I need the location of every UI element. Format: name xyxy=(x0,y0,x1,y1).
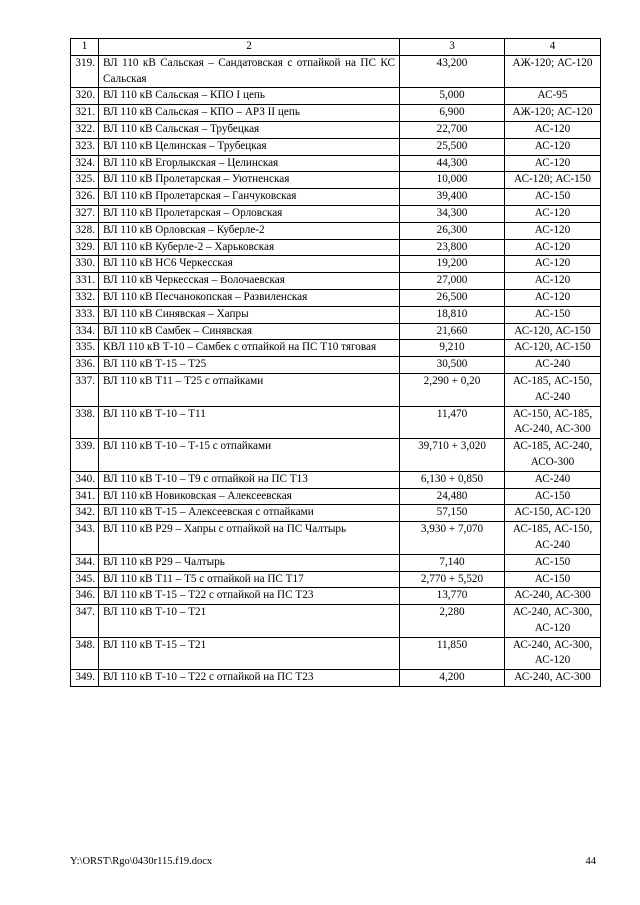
line-length: 39,400 xyxy=(400,189,505,206)
line-length: 6,130 + 0,850 xyxy=(400,471,505,488)
wire-type: АС-150 xyxy=(505,306,601,323)
line-name: ВЛ 110 кВ Т-15 – Т22 с отпайкой на ПС Т23 xyxy=(99,588,400,605)
table-row xyxy=(71,373,601,406)
lines-table xyxy=(70,38,601,687)
wire-type: АС-120 xyxy=(505,273,601,290)
line-name: ВЛ 110 кВ Т11 – Т25 с отпайками xyxy=(99,373,400,406)
footer-file-path: Y:\ORST\Rgo\0430r115.f19.docx xyxy=(70,856,213,867)
line-length: 39,710 + 3,020 xyxy=(400,439,505,472)
row-number: 319. xyxy=(71,55,99,88)
line-name: ВЛ 110 кВ Т-10 – Т22 с отпайкой на ПС Т23 xyxy=(99,670,400,687)
line-name: ВЛ 110 кВ Т-10 – Т11 xyxy=(99,406,400,439)
row-number: 345. xyxy=(71,571,99,588)
wire-type: АС-185, АС-150, АС-240 xyxy=(505,522,601,555)
row-number: 322. xyxy=(71,121,99,138)
line-name: ВЛ 110 кВ Егорлыкская – Целинская xyxy=(99,155,400,172)
row-number: 343. xyxy=(71,522,99,555)
wire-type: АС-240 xyxy=(505,471,601,488)
line-length: 6,900 xyxy=(400,105,505,122)
table-row xyxy=(71,340,601,357)
header-col-length: 3 xyxy=(400,39,505,56)
line-length: 43,200 xyxy=(400,55,505,88)
table-row xyxy=(71,239,601,256)
row-number: 348. xyxy=(71,637,99,670)
line-name: ВЛ 110 кВ Синявская – Хапры xyxy=(99,306,400,323)
line-length: 44,300 xyxy=(400,155,505,172)
line-name: ВЛ 110 кВ Т-15 – Т25 xyxy=(99,357,400,374)
row-number: 342. xyxy=(71,505,99,522)
line-name: ВЛ 110 кВ Самбек – Синявская xyxy=(99,323,400,340)
row-number: 332. xyxy=(71,289,99,306)
wire-type: АС-150 xyxy=(505,189,601,206)
row-number: 335. xyxy=(71,340,99,357)
table-row xyxy=(71,588,601,605)
wire-type: АС-150 xyxy=(505,571,601,588)
wire-type: АС-120 xyxy=(505,121,601,138)
table-row xyxy=(71,289,601,306)
wire-type: АС-185, АС-240, АСО-300 xyxy=(505,439,601,472)
wire-type: АС-185, АС-150, АС-240 xyxy=(505,373,601,406)
table-row xyxy=(71,323,601,340)
line-name: ВЛ 110 кВ Сальская – Трубецкая xyxy=(99,121,400,138)
line-length: 23,800 xyxy=(400,239,505,256)
line-length: 2,290 + 0,20 xyxy=(400,373,505,406)
line-name: ВЛ 110 кВ Куберле-2 – Харьковская xyxy=(99,239,400,256)
line-name: ВЛ 110 кВ Т-10 – Т21 xyxy=(99,605,400,638)
wire-type: АС-150 xyxy=(505,554,601,571)
wire-type: АС-240, АС-300 xyxy=(505,670,601,687)
table-row xyxy=(71,357,601,374)
table-row xyxy=(71,670,601,687)
table-row xyxy=(71,155,601,172)
line-length: 13,770 xyxy=(400,588,505,605)
line-length: 2,770 + 5,520 xyxy=(400,571,505,588)
wire-type: АС-120 xyxy=(505,222,601,239)
row-number: 333. xyxy=(71,306,99,323)
line-name: ВЛ 110 кВ Сальская – КПО I цепь xyxy=(99,88,400,105)
row-number: 326. xyxy=(71,189,99,206)
line-name: ВЛ 110 кВ Песчанокопская – Развиленская xyxy=(99,289,400,306)
line-length: 19,200 xyxy=(400,256,505,273)
wire-type: АС-240 xyxy=(505,357,601,374)
line-length: 21,660 xyxy=(400,323,505,340)
line-name: ВЛ 110 кВ Т-10 – Т9 с отпайкой на ПС Т13 xyxy=(99,471,400,488)
line-length: 34,300 xyxy=(400,205,505,222)
table-row xyxy=(71,105,601,122)
table-row xyxy=(71,605,601,638)
wire-type: АС-120 xyxy=(505,155,601,172)
row-number: 330. xyxy=(71,256,99,273)
line-name: ВЛ 110 кВ Сальская – КПО – АРЗ II цепь xyxy=(99,105,400,122)
header-col-wire: 4 xyxy=(505,39,601,56)
wire-type: АС-150, АС-185, АС-240, АС-300 xyxy=(505,406,601,439)
wire-type: АС-240, АС-300, АС-120 xyxy=(505,605,601,638)
table-row xyxy=(71,88,601,105)
line-length: 24,480 xyxy=(400,488,505,505)
line-length: 25,500 xyxy=(400,138,505,155)
header-row xyxy=(71,39,601,56)
line-length: 11,850 xyxy=(400,637,505,670)
line-name: ВЛ 110 кВ Орловская – Куберле-2 xyxy=(99,222,400,239)
row-number: 340. xyxy=(71,471,99,488)
line-length: 57,150 xyxy=(400,505,505,522)
wire-type: АС-95 xyxy=(505,88,601,105)
line-name: ВЛ 110 кВ Р29 – Чалтырь xyxy=(99,554,400,571)
line-length: 7,140 xyxy=(400,554,505,571)
line-name: ВЛ 110 кВ Черкесская – Волочаевская xyxy=(99,273,400,290)
line-length: 4,200 xyxy=(400,670,505,687)
line-length: 26,300 xyxy=(400,222,505,239)
row-number: 320. xyxy=(71,88,99,105)
row-number: 341. xyxy=(71,488,99,505)
row-number: 331. xyxy=(71,273,99,290)
row-number: 329. xyxy=(71,239,99,256)
line-length: 18,810 xyxy=(400,306,505,323)
wire-type: АС-120 xyxy=(505,256,601,273)
line-name: ВЛ 110 кВ Пролетарская – Ганчуковская xyxy=(99,189,400,206)
wire-type: АС-120 xyxy=(505,289,601,306)
line-name: ВЛ 110 кВ Т11 – Т5 с отпайкой на ПС Т17 xyxy=(99,571,400,588)
header-col-name: 2 xyxy=(99,39,400,56)
line-name: ВЛ 110 кВ НС6 Черкесская xyxy=(99,256,400,273)
line-length: 22,700 xyxy=(400,121,505,138)
line-name: ВЛ 110 кВ Сальская – Сандатовская с отпайкой на ПС КС Сальская xyxy=(99,55,400,88)
line-name: ВЛ 110 кВ Пролетарская – Орловская xyxy=(99,205,400,222)
table-row xyxy=(71,273,601,290)
row-number: 347. xyxy=(71,605,99,638)
row-number: 324. xyxy=(71,155,99,172)
table-row xyxy=(71,138,601,155)
wire-type: АС-240, АС-300, АС-120 xyxy=(505,637,601,670)
row-number: 334. xyxy=(71,323,99,340)
header-col-number: 1 xyxy=(71,39,99,56)
table-row xyxy=(71,488,601,505)
row-number: 337. xyxy=(71,373,99,406)
line-length: 9,210 xyxy=(400,340,505,357)
wire-type: АС-150 xyxy=(505,488,601,505)
line-length: 2,280 xyxy=(400,605,505,638)
row-number: 327. xyxy=(71,205,99,222)
line-length: 30,500 xyxy=(400,357,505,374)
line-name: ВЛ 110 кВ Т-10 – Т-15 с отпайками xyxy=(99,439,400,472)
table-row xyxy=(71,172,601,189)
line-name: ВЛ 110 кВ Т-15 – Т21 xyxy=(99,637,400,670)
table-row xyxy=(71,205,601,222)
table-row xyxy=(71,55,601,88)
wire-type: АС-120 xyxy=(505,138,601,155)
table-row xyxy=(71,189,601,206)
row-number: 336. xyxy=(71,357,99,374)
wire-type: АЖ-120; АС-120 xyxy=(505,55,601,88)
table-row xyxy=(71,406,601,439)
line-name: ВЛ 110 кВ Т-15 – Алексеевская с отпайками xyxy=(99,505,400,522)
line-length: 3,930 + 7,070 xyxy=(400,522,505,555)
row-number: 325. xyxy=(71,172,99,189)
row-number: 338. xyxy=(71,406,99,439)
row-number: 339. xyxy=(71,439,99,472)
row-number: 321. xyxy=(71,105,99,122)
line-length: 26,500 xyxy=(400,289,505,306)
row-number: 344. xyxy=(71,554,99,571)
row-number: 349. xyxy=(71,670,99,687)
line-name: ВЛ 110 кВ Целинская – Трубецкая xyxy=(99,138,400,155)
line-length: 10,000 xyxy=(400,172,505,189)
line-length: 11,470 xyxy=(400,406,505,439)
table-row xyxy=(71,256,601,273)
row-number: 328. xyxy=(71,222,99,239)
table-row xyxy=(71,554,601,571)
table-row xyxy=(71,505,601,522)
table-row xyxy=(71,637,601,670)
wire-type: АС-150, АС-120 xyxy=(505,505,601,522)
line-name: ВЛ 110 кВ Р29 – Хапры с отпайкой на ПС Чалтырь xyxy=(99,522,400,555)
table-row xyxy=(71,471,601,488)
row-number: 323. xyxy=(71,138,99,155)
line-length: 5,000 xyxy=(400,88,505,105)
wire-type: АС-240, АС-300 xyxy=(505,588,601,605)
table-row xyxy=(71,121,601,138)
wire-type: АЖ-120; АС-120 xyxy=(505,105,601,122)
page-number: 44 xyxy=(585,856,596,867)
table-row xyxy=(71,222,601,239)
line-name: ВЛ 110 кВ Новиковская – Алексеевская xyxy=(99,488,400,505)
line-name: ВЛ 110 кВ Пролетарская – Уютненская xyxy=(99,172,400,189)
table-row xyxy=(71,522,601,555)
table-row xyxy=(71,571,601,588)
table-row xyxy=(71,306,601,323)
line-length: 27,000 xyxy=(400,273,505,290)
line-name: КВЛ 110 кВ Т-10 – Самбек с отпайкой на ПС Т10 тяговая xyxy=(99,340,400,357)
wire-type: АС-120 xyxy=(505,205,601,222)
wire-type: АС-120 xyxy=(505,239,601,256)
row-number: 346. xyxy=(71,588,99,605)
wire-type: АС-120; АС-150 xyxy=(505,172,601,189)
wire-type: АС-120, АС-150 xyxy=(505,340,601,357)
table-row xyxy=(71,439,601,472)
wire-type: АС-120, АС-150 xyxy=(505,323,601,340)
